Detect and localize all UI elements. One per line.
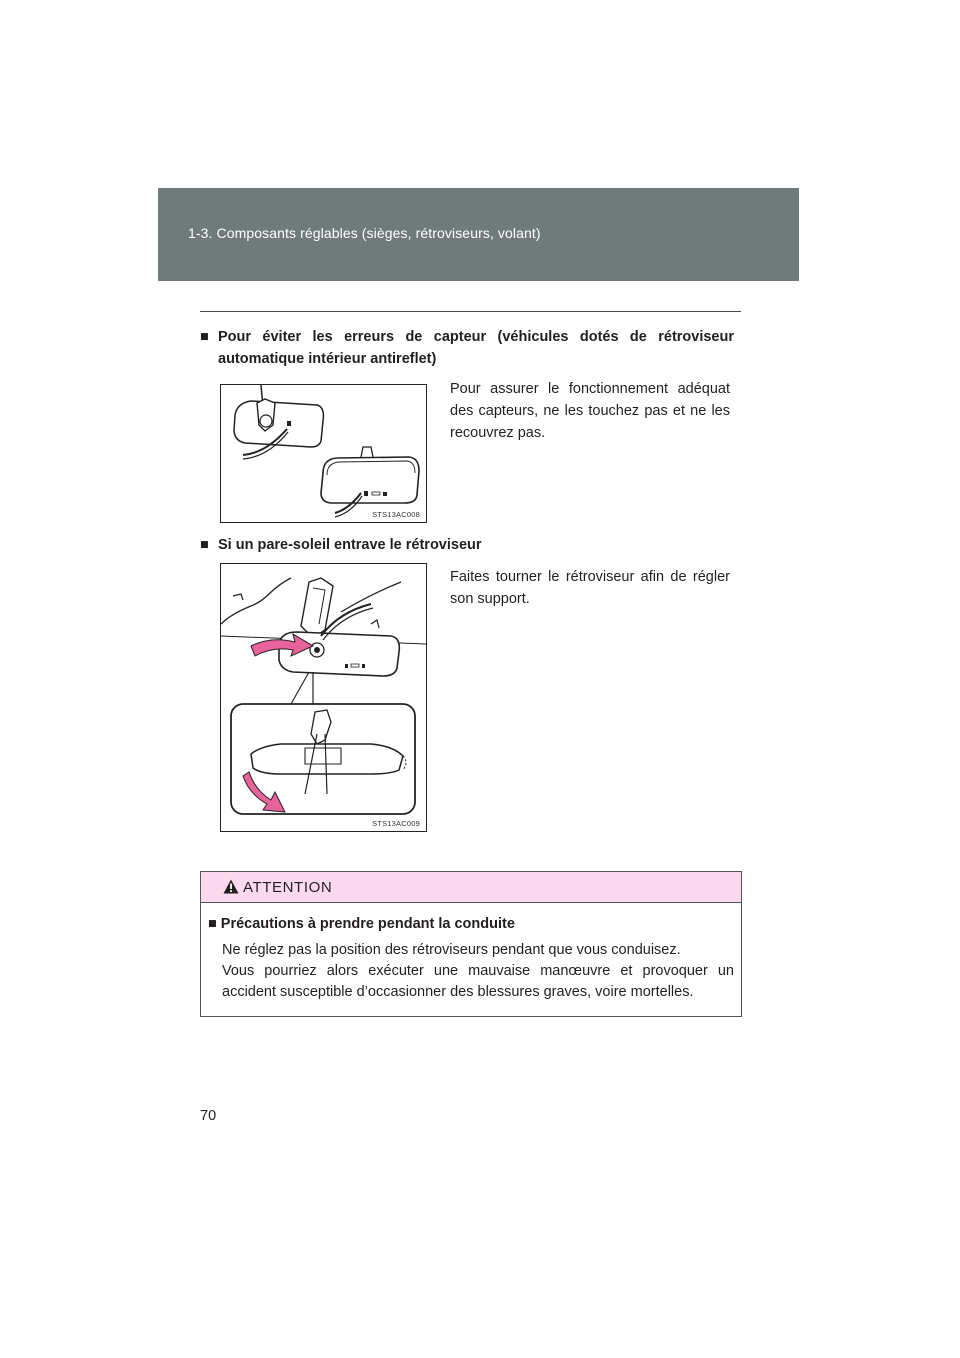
warning-subheading: ■ Précautions à prendre pendant la conduite: [208, 916, 515, 932]
bullet-square-icon: ■: [200, 329, 209, 345]
warning-body: [222, 940, 734, 1003]
section-title: 1-3. Composants réglables (sièges, rétroviseurs, volant): [188, 225, 541, 241]
bullet-square-icon: ■: [208, 916, 217, 932]
figure-code: STS13AC009: [372, 819, 420, 828]
figure-code: STS13AC008: [372, 510, 420, 519]
warning-title: ATTENTION: [243, 879, 333, 896]
warning-line: Vous pourriez alors exécuter une mauvaise manœuvre et provoquer un accident susceptible d’occasionner des blessures graves, voire mortelles.: [222, 963, 734, 1000]
section-heading-sensor: ■ Pour éviter les erreurs de capteur (véhicules dotés de rétroviseur automatique intérieur antireflet): [200, 326, 734, 370]
warning-triangle-icon: [223, 879, 239, 894]
divider-rule: [200, 311, 741, 312]
warning-box: [200, 871, 742, 1017]
page-number: 70: [200, 1108, 217, 1124]
figure-mirror-rotation: [220, 563, 427, 832]
bullet-square-icon: ■: [200, 537, 209, 553]
sensor-instruction-text: Pour assurer le fonctionnement adéquat des capteurs, ne les touchez pas et ne les recouvrez pas.: [450, 381, 730, 441]
section-heading-sunvisor: ■ Si un pare-soleil entrave le rétroviseur: [200, 534, 734, 556]
sunvisor-instruction-text: Faites tourner le rétroviseur afin de régler son support.: [450, 569, 730, 607]
mirror-rotation-illustration: [221, 564, 426, 831]
figure-sensor-mirror: [220, 384, 427, 523]
chapter-header-band: [158, 188, 799, 281]
warning-header: [201, 872, 741, 903]
warning-line: Ne réglez pas la position des rétroviseurs pendant que vous conduisez.: [222, 942, 681, 958]
mirror-sensor-illustration: [221, 385, 426, 522]
